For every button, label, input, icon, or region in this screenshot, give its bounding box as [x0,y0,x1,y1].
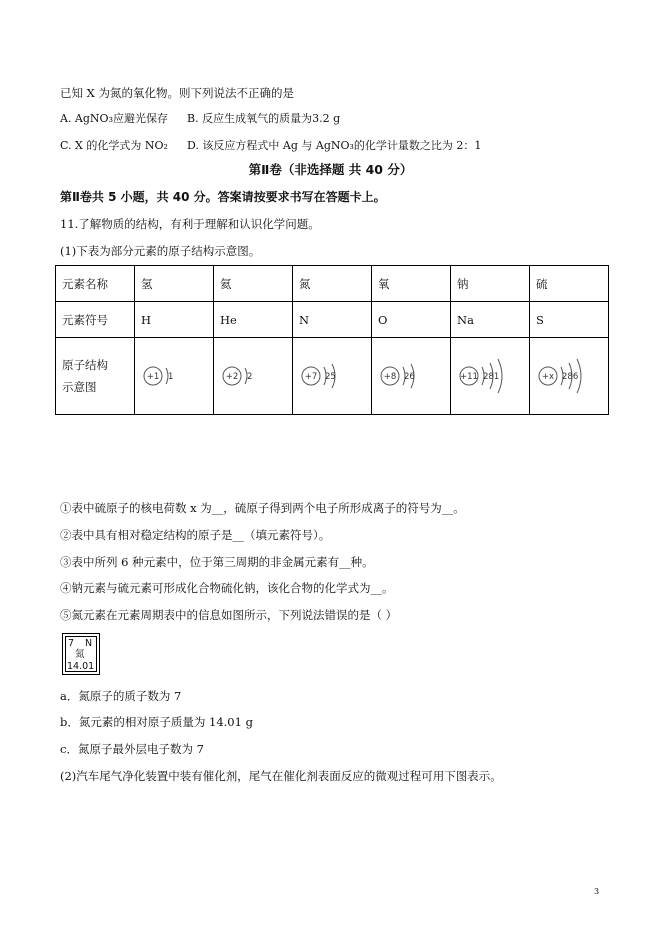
nucleus-label: +1 [146,372,160,382]
row-label-name: 元素名称 [56,266,135,302]
row-label-diagram [56,338,135,415]
question-item: ③表中所列 6 种元素中，位于第三周期的非金属元素有__种。 [60,555,374,569]
page-number: 3 [594,887,600,896]
element-name: 氦 [214,266,293,302]
element-table [55,265,609,415]
atom-structure-icon [536,356,602,396]
nucleus-label: +7 [304,372,318,382]
table-row [56,302,609,338]
section-note: 第Ⅱ卷共 5 小题，共 40 分。答案请按要求书写在答题卡上。 [60,190,386,204]
option-a: A. AgNO₃应避光保存 [60,112,168,125]
element-name: 氮 [293,266,372,302]
element-symbol: H [135,302,214,338]
row-label-symbol: 元素符号 [56,302,135,338]
question-item: ⑤氮元素在元素周期表中的信息如图所示，下列说法错误的是（ ） [60,608,398,622]
question-11: 11.了解物质的结构，有利于理解和认识化学问题。 [60,217,320,231]
atom-diagram-n [293,338,372,415]
element-name: 氧 [372,266,451,302]
table-row [56,266,609,302]
element-symbol: Na [451,302,530,338]
question-11-part-1: (1)下表为部分元素的原子结构示意图。 [60,244,261,258]
table-row [56,338,609,415]
section-title: 第Ⅱ卷（非选择题 共 40 分） [248,162,413,177]
atomic-number: 7 [68,638,75,649]
option-b: B. 反应生成氧气的质量为3.2 g [187,112,341,125]
atom-diagram-o [372,338,451,415]
choice-a: a．氮原子的质子数为 7 [60,689,182,703]
element-symbol: O [372,302,451,338]
atom-diagram-he [214,338,293,415]
element-symbol: He [214,302,293,338]
shell-electrons: 286 [562,372,579,382]
atom-structure-icon [299,356,365,396]
nucleus-label: +x [541,372,555,382]
shell-electrons: 1 [168,372,174,382]
element-name: 硫 [530,266,609,302]
row-label-diagram-line1: 原子结构 [62,358,108,372]
atom-diagram-s [530,338,609,415]
choice-b: b．氮元素的相对原子质量为 14.01 g [60,715,253,729]
atom-structure-icon [378,356,444,396]
atom-diagram-h [135,338,214,415]
question-item: ④钠元素与硫元素可形成化合物硫化钠，该化合物的化学式为__。 [60,581,394,595]
option-d: D. 该反应方程式中 Ag 与 AgNO₃的化学计量数之比为 2：1 [187,139,482,152]
question-item: ②表中具有相对稳定结构的原子是__（填元素符号）。 [60,528,331,542]
atomic-mass: 14.01 [67,661,95,672]
row-label-diagram-line2: 示意图 [62,380,97,394]
atom-diagram-na [451,338,530,415]
element-symbol: N [85,638,93,649]
element-name: 钠 [451,266,530,302]
option-c: C. X 的化学式为 NO₂ [60,139,168,152]
element-name: 氢 [135,266,214,302]
intro-text: 已知 X 为氮的氧化物。则下列说法不正确的是 [60,86,294,100]
nucleus-label: +8 [383,372,397,382]
shell-electrons: 281 [483,372,500,382]
choice-c: c．氮原子最外层电子数为 7 [60,742,204,756]
shell-electrons: 26 [404,372,415,382]
periodic-table-cell [62,633,100,675]
nucleus-label: +11 [460,372,478,382]
element-symbol: N [293,302,372,338]
element-symbol: S [530,302,609,338]
shell-electrons: 25 [325,372,336,382]
atom-structure-icon [141,356,207,396]
nucleus-label: +2 [225,372,239,382]
element-name: 氮 [75,649,85,660]
atom-structure-icon [457,356,523,396]
shell-electrons: 2 [247,372,253,382]
question-11-part-2: (2)汽车尾气净化装置中装有催化剂，尾气在催化剂表面反应的微观过程可用下图表示。 [60,769,502,783]
question-item: ①表中硫原子的核电荷数 x 为__，硫原子得到两个电子所形成离子的符号为__。 [60,501,465,515]
atom-structure-icon [220,356,286,396]
